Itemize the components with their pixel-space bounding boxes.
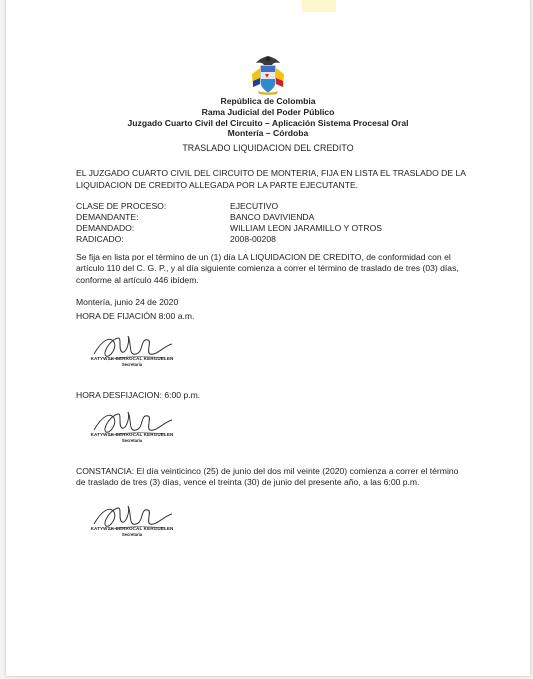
field-value: WILLIAM LEON JARAMILLO Y OTROS [230, 223, 383, 233]
field-row [76, 234, 382, 245]
case-fields [76, 201, 382, 245]
signer-role: Secretaria [121, 438, 143, 443]
field-label: RADICADO: [76, 234, 124, 244]
hora-desfijacion: HORA DESFIJACION: 6:00 p.m. [76, 390, 201, 400]
field-value: EJECUTIVO [230, 201, 279, 211]
intro-paragraph: EL JUZGADO CUARTO CIVIL DEL CIRCUITO DE MONTERIA, FIJA EN LISTA EL TRASLADO DE LA LIQUIDACION DE CREDITO ALLEGADA POR LA PARTE EJECUTANTE. [76, 168, 466, 190]
constancia-paragraph: CONSTANCIA: El día veinticinco (25) de junio del dos mil veinte (2020) comienza a correr el término de traslado de tres (3) días, vence el treinta (30) de junio del presente año, a las 6:00 p.m. [76, 466, 459, 488]
signer-name: KATYWSK BERROCAL KERGUELEN [90, 526, 174, 531]
header-rama-judicial: Rama Judicial del Poder Público [201, 106, 335, 117]
hora-fijacion: HORA DE FIJACIÓN 8:00 a.m. [76, 311, 195, 321]
signer-role: Secretaria [121, 532, 143, 537]
field-label: DEMANDANTE: [76, 212, 139, 222]
field-label: CLASE DE PROCESO: [76, 201, 167, 211]
letterhead [6, 54, 530, 139]
field-value: BANCO DAVIVIENDA [230, 212, 315, 222]
header-juzgado: Juzgado Cuarto Civil del Circuito – Aplicación Sistema Procesal Oral [127, 117, 409, 128]
date-line: Montería, junio 24 de 2020 [76, 297, 179, 307]
field-row [76, 223, 382, 234]
signer-name: KATYWSK BERROCAL KERGUELEN [90, 432, 174, 437]
field-value: 2008-00208 [230, 234, 276, 244]
signature-block [78, 332, 188, 378]
header-republica: República de Colombia [220, 96, 316, 106]
body-paragraph: Se fija en lista por el término de un (1) día LA LIQUIDACION DE CREDITO, de conformidad con el artículo 110 del C. G. P., y al día siguiente comienza a correr el término de traslado de tres (03) días, conforme al artículo 446 ibídem. [76, 252, 459, 285]
document-title: TRASLADO LIQUIDACION DEL CREDITO [182, 143, 354, 153]
header-ciudad: Montería – Córdoba [227, 128, 309, 139]
signature-block [78, 408, 188, 454]
paper-tab [302, 0, 336, 12]
colombia-coat-of-arms-icon [250, 54, 286, 96]
signer-name: KATYWSK BERROCAL KERGUELEN [90, 356, 174, 361]
field-row [76, 212, 382, 223]
signature-block [78, 502, 188, 548]
document-page [6, 0, 530, 676]
field-label: DEMANDADO: [76, 223, 135, 233]
field-row [76, 201, 382, 212]
signer-role: Secretaria [121, 362, 143, 367]
